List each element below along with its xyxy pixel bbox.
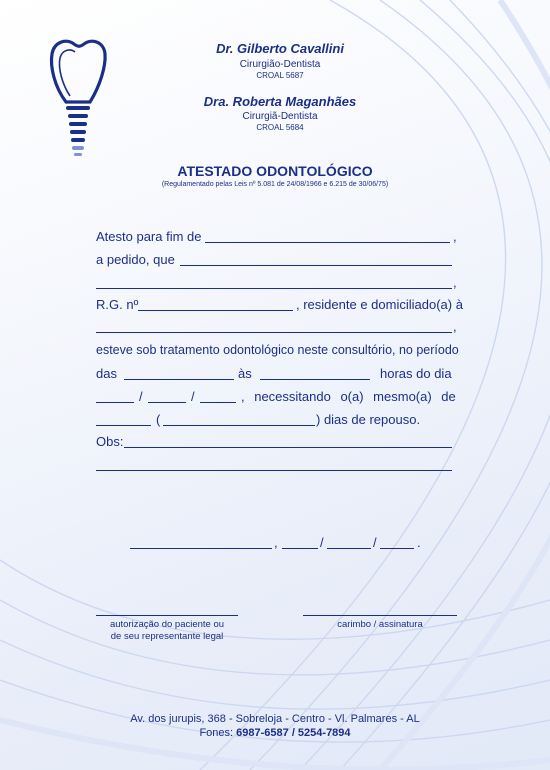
footer-phones-numbers: 6987-6587 / 5254-7894 [236, 727, 351, 739]
label-paren-open: ( [156, 412, 161, 427]
comma: , [453, 275, 457, 290]
field-month[interactable] [148, 402, 186, 403]
field-days-number[interactable] [96, 425, 151, 426]
label-obs: Obs: [96, 434, 124, 449]
comma: , [453, 229, 457, 244]
comma: , [453, 319, 457, 334]
label-as: às [238, 366, 252, 381]
tooth-implant-logo-icon [48, 36, 108, 160]
field-obs-2[interactable] [96, 470, 452, 471]
signature-line-patient[interactable] [96, 615, 238, 616]
signature-label-dentist: carimbo / assinatura [337, 619, 423, 630]
label-atesto: Atesto para fim de [96, 229, 202, 244]
footer-phones [0, 727, 550, 739]
field-time-to[interactable] [260, 379, 370, 380]
signature-label-patient-1: autorização do paciente ou [109, 619, 225, 630]
label-rg: R.G. nº [96, 297, 139, 312]
field-obs-1[interactable] [124, 447, 452, 448]
field-sign-day[interactable] [282, 548, 318, 549]
slash: / [320, 535, 324, 550]
field-address[interactable] [96, 332, 452, 333]
field-days-words[interactable] [163, 425, 315, 426]
field-rg[interactable] [138, 310, 293, 311]
slash: / [191, 389, 195, 404]
doctor-2-registry: CROAL 5684 [256, 123, 304, 132]
label-necessitando: , necessitando o(a) mesmo(a) de [241, 389, 456, 404]
doctor-1-role: Cirurgião-Dentista [239, 59, 321, 70]
doctor-1-registry: CROAL 5687 [256, 71, 304, 80]
field-time-from[interactable] [124, 379, 234, 380]
field-sign-year[interactable] [380, 548, 414, 549]
doctor-2-role: Cirurgiã-Dentista [242, 111, 318, 122]
label-dias: ) dias de repouso. [316, 412, 421, 427]
form-title: ATESTADO ODONTOLÓGICO [177, 163, 373, 179]
doctor-1-name: Dr. Gilberto Cavallini [216, 41, 344, 56]
signature-line-dentist[interactable] [303, 615, 457, 616]
label-apedido: a pedido, que [96, 252, 175, 267]
comma: , [274, 535, 278, 550]
label-das: das [96, 366, 117, 381]
period: . [417, 535, 421, 550]
field-purpose[interactable] [205, 242, 450, 243]
label-horas: horas do dia [380, 366, 452, 381]
footer-address: Av. dos jurupis, 368 - Sobreloja - Centro - Vl. Palmares - AL [130, 713, 420, 725]
footer-phones-label: Fones: [199, 727, 234, 739]
doctor-2-name: Dra. Roberta Maganhães [203, 94, 357, 109]
label-residente: , residente e domiciliado(a) à [296, 297, 463, 312]
field-year[interactable] [200, 402, 236, 403]
field-sign-month[interactable] [327, 548, 371, 549]
field-patient-name[interactable] [96, 288, 452, 289]
slash: / [139, 389, 143, 404]
field-day[interactable] [96, 402, 134, 403]
slash: / [373, 535, 377, 550]
label-esteve: esteve sob tratamento odontológico neste consultório, no período [96, 343, 459, 357]
field-requester[interactable] [180, 265, 452, 266]
regulation-note: (Regulamentado pelas Leis nº 5.081 de 24/08/1966 e 6.215 de 30/06/75) [161, 181, 389, 188]
field-city[interactable] [130, 548, 272, 549]
signature-label-patient-2: de seu representante legal [110, 631, 224, 642]
